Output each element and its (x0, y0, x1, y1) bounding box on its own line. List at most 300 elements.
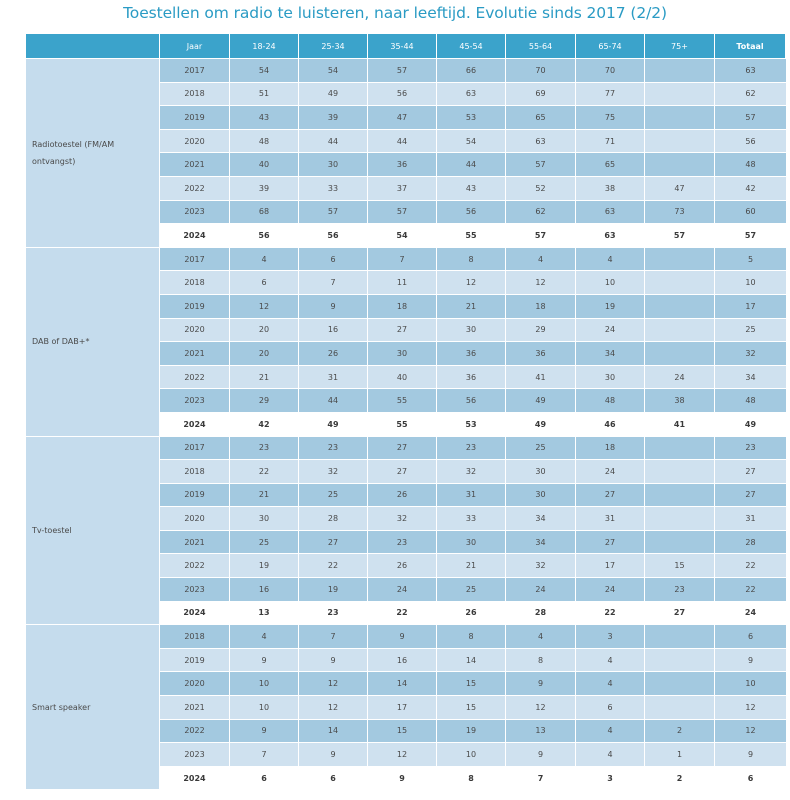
value-cell: 44 (299, 130, 368, 154)
value-cell: 16 (299, 319, 368, 343)
header-corner (26, 34, 160, 59)
value-cell: 69 (506, 83, 576, 107)
value-cell: 36 (506, 342, 576, 366)
value-cell: 75 (576, 106, 645, 130)
value-cell (645, 672, 715, 696)
column-header-18-24: 18-24 (230, 34, 299, 59)
value-cell: 63 (576, 224, 645, 248)
value-cell: 12 (299, 672, 368, 696)
value-cell: 73 (645, 201, 715, 225)
value-cell (645, 507, 715, 531)
year-cell: 2021 (160, 153, 230, 177)
year-cell: 2023 (160, 389, 230, 413)
value-cell: 44 (368, 130, 437, 154)
value-cell: 4 (576, 672, 645, 696)
value-cell: 22 (299, 554, 368, 578)
value-cell (645, 295, 715, 319)
year-cell: 2023 (160, 578, 230, 602)
value-cell: 53 (437, 106, 506, 130)
column-header-25-34: 25-34 (299, 34, 368, 59)
year-cell: 2023 (160, 743, 230, 767)
value-cell: 6 (230, 271, 299, 295)
value-cell: 30 (368, 342, 437, 366)
value-cell: 15 (437, 696, 506, 720)
value-cell: 24 (368, 578, 437, 602)
value-cell: 34 (506, 531, 576, 555)
value-cell: 9 (715, 649, 786, 673)
value-cell: 6 (299, 767, 368, 791)
value-cell (645, 319, 715, 343)
value-cell: 44 (299, 389, 368, 413)
value-cell: 36 (437, 366, 506, 390)
value-cell: 12 (715, 696, 786, 720)
value-cell: 27 (576, 484, 645, 508)
value-cell: 25 (437, 578, 506, 602)
value-cell: 4 (576, 649, 645, 673)
year-cell: 2021 (160, 342, 230, 366)
value-cell: 12 (506, 271, 576, 295)
value-cell: 38 (576, 177, 645, 201)
year-cell: 2020 (160, 319, 230, 343)
value-cell: 68 (230, 201, 299, 225)
value-cell: 15 (437, 672, 506, 696)
value-cell: 55 (368, 413, 437, 437)
value-cell: 10 (437, 743, 506, 767)
value-cell: 4 (576, 248, 645, 272)
value-cell: 10 (715, 271, 786, 295)
value-cell: 4 (230, 248, 299, 272)
column-header-totaal: Totaal (715, 34, 786, 59)
value-cell: 19 (230, 554, 299, 578)
value-cell: 12 (506, 696, 576, 720)
value-cell: 6 (299, 248, 368, 272)
value-cell (645, 248, 715, 272)
value-cell: 19 (299, 578, 368, 602)
value-cell: 26 (368, 554, 437, 578)
value-cell: 63 (437, 83, 506, 107)
value-cell: 57 (715, 224, 786, 248)
year-cell: 2017 (160, 248, 230, 272)
value-cell: 31 (576, 507, 645, 531)
value-cell: 46 (576, 413, 645, 437)
value-cell: 21 (437, 295, 506, 319)
data-table (26, 34, 786, 790)
value-cell: 56 (437, 389, 506, 413)
value-cell: 52 (506, 177, 576, 201)
value-cell: 7 (230, 743, 299, 767)
value-cell: 47 (645, 177, 715, 201)
value-cell: 9 (506, 672, 576, 696)
value-cell: 23 (368, 531, 437, 555)
value-cell: 9 (715, 743, 786, 767)
value-cell: 32 (299, 460, 368, 484)
year-cell: 2018 (160, 271, 230, 295)
value-cell: 30 (506, 460, 576, 484)
year-cell: 2024 (160, 602, 230, 626)
value-cell: 24 (506, 578, 576, 602)
value-cell: 18 (576, 437, 645, 461)
value-cell: 27 (368, 460, 437, 484)
value-cell: 29 (230, 389, 299, 413)
value-cell: 27 (715, 460, 786, 484)
value-cell (645, 153, 715, 177)
value-cell: 26 (437, 602, 506, 626)
year-cell: 2017 (160, 59, 230, 83)
value-cell: 66 (437, 59, 506, 83)
value-cell (645, 83, 715, 107)
value-cell: 36 (368, 153, 437, 177)
value-cell: 31 (715, 507, 786, 531)
value-cell: 54 (230, 59, 299, 83)
value-cell: 22 (715, 578, 786, 602)
value-cell: 17 (576, 554, 645, 578)
column-header-jaar: Jaar (160, 34, 230, 59)
year-cell: 2021 (160, 696, 230, 720)
value-cell: 12 (230, 295, 299, 319)
value-cell: 4 (230, 625, 299, 649)
value-cell: 32 (368, 507, 437, 531)
column-header-35-44: 35-44 (368, 34, 437, 59)
value-cell: 8 (437, 625, 506, 649)
value-cell: 34 (576, 342, 645, 366)
year-cell: 2022 (160, 720, 230, 744)
value-cell: 29 (506, 319, 576, 343)
value-cell: 27 (368, 437, 437, 461)
value-cell: 8 (437, 767, 506, 791)
value-cell: 3 (576, 625, 645, 649)
value-cell: 6 (576, 696, 645, 720)
row-group-label: Tv-toestel (26, 437, 160, 626)
value-cell: 26 (368, 484, 437, 508)
value-cell: 12 (368, 743, 437, 767)
value-cell: 25 (299, 484, 368, 508)
value-cell: 8 (506, 649, 576, 673)
value-cell (645, 342, 715, 366)
value-cell: 24 (576, 578, 645, 602)
value-cell (645, 460, 715, 484)
value-cell: 27 (645, 602, 715, 626)
value-cell: 18 (506, 295, 576, 319)
value-cell: 42 (230, 413, 299, 437)
value-cell: 49 (299, 83, 368, 107)
year-cell: 2023 (160, 201, 230, 225)
value-cell: 24 (645, 366, 715, 390)
value-cell: 38 (645, 389, 715, 413)
table-row (26, 625, 786, 649)
value-cell (645, 130, 715, 154)
value-cell: 40 (368, 366, 437, 390)
value-cell: 54 (368, 224, 437, 248)
value-cell: 41 (645, 413, 715, 437)
year-cell: 2022 (160, 177, 230, 201)
value-cell: 12 (715, 720, 786, 744)
column-header-55-64: 55-64 (506, 34, 576, 59)
value-cell: 27 (715, 484, 786, 508)
year-cell: 2017 (160, 437, 230, 461)
value-cell: 11 (368, 271, 437, 295)
value-cell: 63 (576, 201, 645, 225)
value-cell: 48 (715, 389, 786, 413)
value-cell: 36 (437, 342, 506, 366)
value-cell: 48 (715, 153, 786, 177)
value-cell: 62 (506, 201, 576, 225)
year-cell: 2018 (160, 625, 230, 649)
table-row (26, 248, 786, 272)
value-cell: 49 (506, 413, 576, 437)
value-cell: 6 (715, 625, 786, 649)
value-cell: 30 (576, 366, 645, 390)
value-cell: 30 (299, 153, 368, 177)
year-cell: 2024 (160, 767, 230, 791)
year-cell: 2019 (160, 106, 230, 130)
value-cell (645, 106, 715, 130)
value-cell: 8 (437, 248, 506, 272)
value-cell: 56 (368, 83, 437, 107)
value-cell (645, 531, 715, 555)
value-cell: 32 (437, 460, 506, 484)
table-row (26, 59, 786, 83)
value-cell: 57 (506, 153, 576, 177)
value-cell: 14 (437, 649, 506, 673)
value-cell: 49 (506, 389, 576, 413)
value-cell: 15 (645, 554, 715, 578)
value-cell: 22 (230, 460, 299, 484)
value-cell: 70 (576, 59, 645, 83)
value-cell: 19 (576, 295, 645, 319)
value-cell: 55 (368, 389, 437, 413)
value-cell: 56 (437, 201, 506, 225)
value-cell: 71 (576, 130, 645, 154)
value-cell: 33 (437, 507, 506, 531)
year-cell: 2018 (160, 460, 230, 484)
value-cell: 56 (299, 224, 368, 248)
page-title: Toestellen om radio te luisteren, naar leeftijd. Evolutie sinds 2017 (2/2) (123, 4, 667, 22)
value-cell: 41 (506, 366, 576, 390)
value-cell: 10 (230, 672, 299, 696)
value-cell: 51 (230, 83, 299, 107)
value-cell: 13 (230, 602, 299, 626)
year-cell: 2020 (160, 672, 230, 696)
value-cell: 9 (230, 649, 299, 673)
value-cell: 9 (299, 295, 368, 319)
year-cell: 2022 (160, 366, 230, 390)
value-cell: 20 (230, 342, 299, 366)
value-cell: 17 (368, 696, 437, 720)
value-cell: 56 (715, 130, 786, 154)
value-cell: 23 (299, 602, 368, 626)
value-cell: 30 (506, 484, 576, 508)
value-cell: 31 (437, 484, 506, 508)
value-cell: 60 (715, 201, 786, 225)
column-header-75-plus: 75+ (645, 34, 715, 59)
value-cell: 63 (506, 130, 576, 154)
value-cell: 63 (715, 59, 786, 83)
value-cell: 32 (506, 554, 576, 578)
value-cell: 7 (368, 248, 437, 272)
value-cell: 33 (299, 177, 368, 201)
value-cell: 10 (230, 696, 299, 720)
value-cell: 7 (299, 625, 368, 649)
column-header-45-54: 45-54 (437, 34, 506, 59)
value-cell: 57 (368, 59, 437, 83)
value-cell (645, 625, 715, 649)
value-cell: 6 (230, 767, 299, 791)
value-cell: 10 (715, 672, 786, 696)
value-cell: 3 (576, 767, 645, 791)
value-cell: 42 (715, 177, 786, 201)
value-cell: 56 (230, 224, 299, 248)
value-cell: 16 (230, 578, 299, 602)
value-cell: 44 (437, 153, 506, 177)
value-cell: 31 (299, 366, 368, 390)
value-cell: 28 (506, 602, 576, 626)
value-cell: 14 (299, 720, 368, 744)
value-cell: 57 (715, 106, 786, 130)
year-cell: 2024 (160, 413, 230, 437)
value-cell: 30 (230, 507, 299, 531)
value-cell: 15 (368, 720, 437, 744)
value-cell: 12 (437, 271, 506, 295)
value-cell: 48 (576, 389, 645, 413)
year-cell: 2020 (160, 130, 230, 154)
value-cell: 47 (368, 106, 437, 130)
value-cell: 28 (715, 531, 786, 555)
value-cell: 26 (299, 342, 368, 366)
value-cell: 65 (576, 153, 645, 177)
value-cell: 2 (645, 767, 715, 791)
value-cell (645, 271, 715, 295)
year-cell: 2021 (160, 531, 230, 555)
table-row (26, 437, 786, 461)
value-cell: 18 (368, 295, 437, 319)
table-body (26, 59, 786, 790)
value-cell: 4 (506, 248, 576, 272)
value-cell: 21 (230, 484, 299, 508)
value-cell: 65 (506, 106, 576, 130)
value-cell: 77 (576, 83, 645, 107)
value-cell: 40 (230, 153, 299, 177)
value-cell: 21 (437, 554, 506, 578)
value-cell: 23 (437, 437, 506, 461)
value-cell: 30 (437, 319, 506, 343)
row-group-label: Smart speaker (26, 625, 160, 790)
column-header-65-74: 65-74 (576, 34, 645, 59)
value-cell: 37 (368, 177, 437, 201)
value-cell: 70 (506, 59, 576, 83)
value-cell: 22 (715, 554, 786, 578)
value-cell: 48 (230, 130, 299, 154)
value-cell: 25 (230, 531, 299, 555)
value-cell (645, 59, 715, 83)
value-cell: 34 (715, 366, 786, 390)
value-cell: 39 (230, 177, 299, 201)
value-cell: 27 (368, 319, 437, 343)
value-cell: 25 (506, 437, 576, 461)
value-cell: 23 (645, 578, 715, 602)
value-cell: 32 (715, 342, 786, 366)
year-cell: 2019 (160, 484, 230, 508)
value-cell: 54 (299, 59, 368, 83)
value-cell: 21 (230, 366, 299, 390)
value-cell: 2 (645, 720, 715, 744)
value-cell: 10 (576, 271, 645, 295)
value-cell: 24 (715, 602, 786, 626)
value-cell: 7 (299, 271, 368, 295)
value-cell: 30 (437, 531, 506, 555)
value-cell: 4 (506, 625, 576, 649)
value-cell: 55 (437, 224, 506, 248)
row-group-label: Radiotoestel (FM/AM ontvangst) (26, 59, 160, 248)
row-group-label: DAB of DAB+* (26, 248, 160, 437)
year-cell: 2019 (160, 649, 230, 673)
value-cell: 6 (715, 767, 786, 791)
value-cell: 9 (506, 743, 576, 767)
value-cell: 53 (437, 413, 506, 437)
value-cell: 9 (299, 743, 368, 767)
value-cell: 23 (299, 437, 368, 461)
value-cell: 9 (230, 720, 299, 744)
value-cell: 20 (230, 319, 299, 343)
value-cell: 62 (715, 83, 786, 107)
value-cell: 49 (715, 413, 786, 437)
year-cell: 2024 (160, 224, 230, 248)
value-cell: 43 (437, 177, 506, 201)
value-cell: 4 (576, 743, 645, 767)
value-cell: 7 (506, 767, 576, 791)
value-cell: 9 (299, 649, 368, 673)
value-cell: 9 (368, 625, 437, 649)
value-cell: 16 (368, 649, 437, 673)
value-cell: 39 (299, 106, 368, 130)
year-cell: 2018 (160, 83, 230, 107)
value-cell: 5 (715, 248, 786, 272)
value-cell: 57 (645, 224, 715, 248)
year-cell: 2019 (160, 295, 230, 319)
header-row (26, 34, 786, 59)
value-cell: 57 (368, 201, 437, 225)
value-cell (645, 484, 715, 508)
value-cell: 22 (368, 602, 437, 626)
year-cell: 2022 (160, 554, 230, 578)
value-cell: 49 (299, 413, 368, 437)
value-cell: 1 (645, 743, 715, 767)
value-cell: 13 (506, 720, 576, 744)
value-cell: 23 (230, 437, 299, 461)
value-cell: 28 (299, 507, 368, 531)
value-cell: 9 (368, 767, 437, 791)
value-cell: 22 (576, 602, 645, 626)
value-cell: 27 (576, 531, 645, 555)
value-cell: 17 (715, 295, 786, 319)
value-cell: 27 (299, 531, 368, 555)
value-cell: 34 (506, 507, 576, 531)
value-cell: 57 (506, 224, 576, 248)
value-cell (645, 649, 715, 673)
value-cell (645, 437, 715, 461)
value-cell: 23 (715, 437, 786, 461)
value-cell: 24 (576, 319, 645, 343)
value-cell: 12 (299, 696, 368, 720)
value-cell: 57 (299, 201, 368, 225)
value-cell: 4 (576, 720, 645, 744)
value-cell: 19 (437, 720, 506, 744)
value-cell: 43 (230, 106, 299, 130)
value-cell: 54 (437, 130, 506, 154)
value-cell (645, 696, 715, 720)
value-cell: 14 (368, 672, 437, 696)
year-cell: 2020 (160, 507, 230, 531)
value-cell: 25 (715, 319, 786, 343)
